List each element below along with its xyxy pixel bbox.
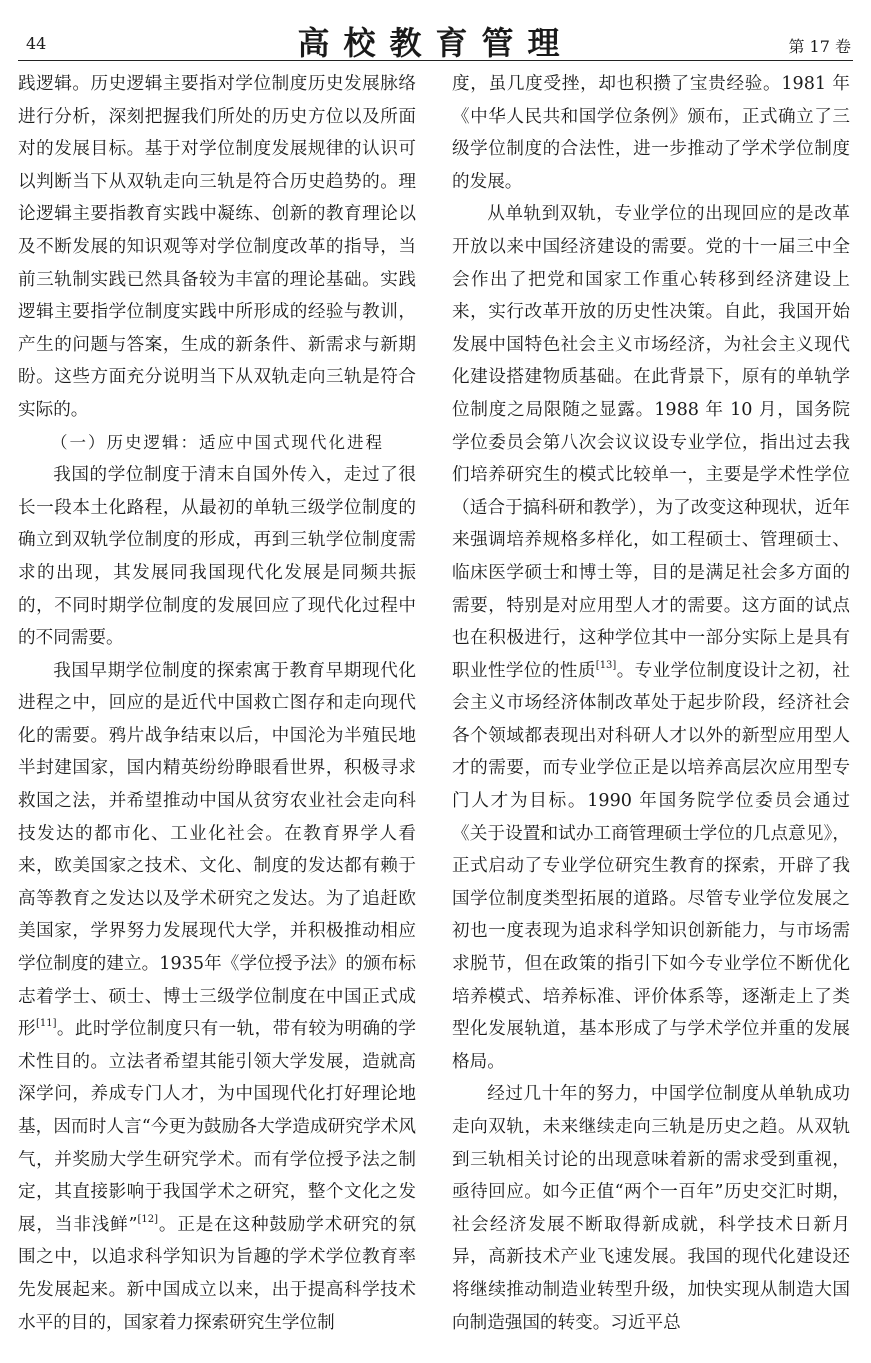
paragraph: 经过几十年的努力，中国学位制度从单轨成功走向双轨，未来继续走向三轨是历史之趋。从双轨到三轨相关讨论的出现意味着新的需求受到重视，亟待回应。如今正值“两个一百年”历史交汇时期，社会经济发展不断取得新成就，科学技术日新月异，高新技术产业飞速发展。我国的现代化建设还将继续推动制造业转型升级，加快实现从制造大国向制造强国的转变。习近平总 xyxy=(452,1084,850,1333)
section-heading: （一）历史逻辑：适应中国式现代化进程 xyxy=(51,432,384,452)
page-number: 44 xyxy=(26,34,47,53)
paragraph: 践逻辑。历史逻辑主要指对学位制度历史发展脉络进行分析，深刻把握我们所处的历史方位以及所面对的发展目标。基于对学位制度发展规律的认识可以判断当下从双轨走向三轨是符合历史趋势的。理论逻辑主要指教育实践中凝练、创新的教育理论以及不断发展的知识观等对学位制度改革的指导，当前三轨制实践已然具备较为丰富的理论基础。实践逻辑主要指学位制度实践中所形成的经验与教训，产生的问题与答案，生成的新条件、新需求与新期盼。这些方面充分说明当下从双轨走向三轨是符合实际的。 xyxy=(18,74,416,420)
citation-ref: [11] xyxy=(35,1018,57,1030)
paragraph-text: 从单轨到双轨，专业学位的出现回应的是改革开放以来中国经济建设的需要。党的十一届三中全会作出了把党和国家工作重心转移到经济建设上来，实行改革开放的历史性决策。自此，我国开始发展中国特色社会主义市场经济，为社会主义现代化建设搭建物质基础。在此背景下，原有的单轨学位制度之局限随之显露。1988 年 10 月，国务院学位委员会第八次会议议设专业学位，指出过去我们培养研究生的模式比较单一，主要是学术性学位（适合于搞科研和教学），为了改变这种现状，近年来强调培养规格多样化，如工程硕士、管理硕士、临床医学硕士和博士等，目的是满足社会多方面的需要，特别是对应用型人才的需要。这方面的试点也在积极进行，这种学位其中一部分实际上是具有职业性学位的性质 xyxy=(452,204,850,681)
journal-title: 高校教育管理 xyxy=(297,24,574,62)
paragraph-text: 。此时学位制度只有一轨，带有较为明确的学术性目的。立法者希望其能引领大学发展，造就高深学问，养成专门人才，为中国现代化打好理论地基，因而时人言“今更为鼓励各大学造成研究学术风气，并奖励大学生研究学术。而有学位授予法之制定，其直接影响于我国学术之研究，整个文化之发展，当非浅鲜” xyxy=(18,1019,416,1235)
left-column xyxy=(18,68,416,1339)
header-rule xyxy=(18,60,853,61)
volume-label: 第 17 卷 xyxy=(788,37,851,56)
paragraph-text: 。专业学位制度设计之初，社会主义市场经济体制改革处于起步阶段，经济社会各个领域都表现出对科研人才以外的新型应用型人才的需要，而专业学位正是以培养高层次应用型专门人才为目标。1990 年国务院学位委员会通过《关于设置和试办工商管理硕士学位的几点意见》，正式启动了专业学位研究生教育的探索，开辟了我国学位制度类型拓展的道路。尽管专业学位发展之初也一度表现为追求科学知识创新能力，与市场需求脱节，但在政策的指引下如今专业学位不断优化培养模式、培养标准、评价体系等，逐渐走上了类型化发展轨道，基本形成了与学术学位并重的发展格局。 xyxy=(452,660,850,1072)
citation-ref: [13] xyxy=(595,659,617,671)
right-column xyxy=(452,68,850,1339)
paragraph xyxy=(452,198,850,1078)
paragraph-text: 我国早期学位制度的探索寓于教育早期现代化进程之中，回应的是近代中国救亡图存和走向现代化的需要。鸦片战争结束以后，中国沦为半殖民地半封建国家，国内精英纷纷睁眼看世界，积极寻求救国之法，并希望推动中国从贫穷农业社会走向科技发达的都市化、工业化社会。在教育界学人看来，欧美国家之技术、文化、制度的发达都有赖于高等教育之发达以及学术研究之发达。为了追赶欧美国家，学界努力发展现代大学，并积极推动相应学位制度的建立。1935年《学位授予法》的颁布标志着学士、硕士、博士三级学位制度在中国正式成形 xyxy=(18,660,416,1040)
paragraph xyxy=(18,655,416,1339)
citation-ref: [12] xyxy=(137,1213,159,1225)
paragraph: 度，虽几度受挫，却也积攒了宝贵经验。1981 年《中华人民共和国学位条例》颁布，正式确立了三级学位制度的合法性，进一步推动了学术学位制度的发展。 xyxy=(452,74,850,192)
page-header xyxy=(0,0,871,64)
paragraph: 我国的学位制度于清末自国外传入，走过了很长一段本土化路程，从最初的单轨三级学位制度的确立到双轨学位制度的形成，再到三轨学位制度需求的出现，其发展同我国现代化发展是同频共振的，不同时期学位制度的发展回应了现代化过程中的不同需要。 xyxy=(18,465,416,649)
paragraph-text: 。正是在这种鼓励学术研究的氛围之中，以追求科学知识为旨趣的学术学位教育率先发展起来。新中国成立以来，出于提高科学技术水平的目的，国家着力探索研究生学位制 xyxy=(18,1214,416,1333)
